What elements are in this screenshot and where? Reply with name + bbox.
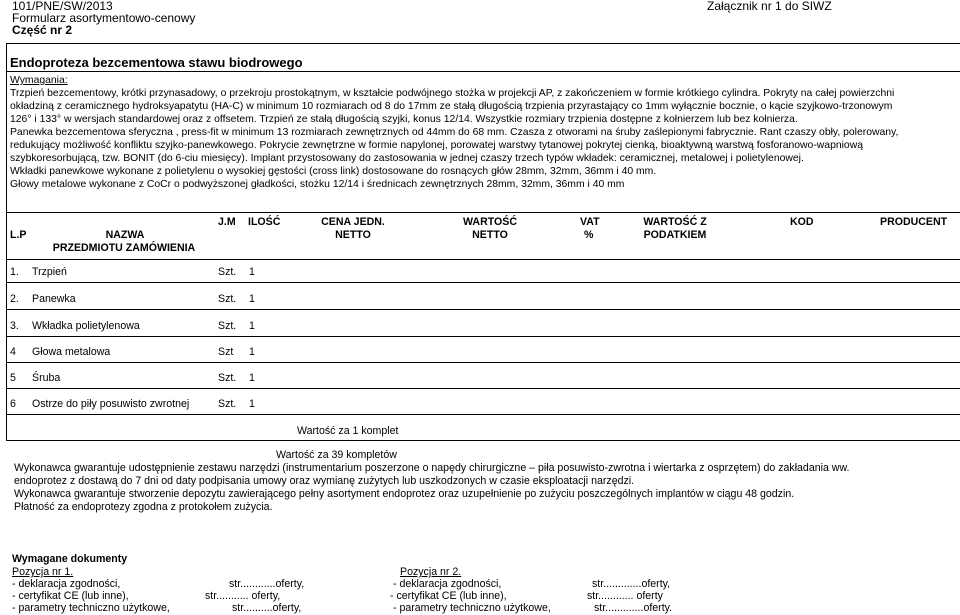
column-header-net-value: WARTOŚĆ bbox=[463, 216, 517, 228]
column-header-code: KOD bbox=[790, 216, 814, 228]
row-lp: 1. bbox=[10, 266, 19, 278]
summary-one-set: Wartość za 1 komplet bbox=[297, 425, 399, 437]
note-line: Płatność za endoprotezy zgodna z protokołem zużycia. bbox=[14, 501, 273, 513]
row-quantity: 1 bbox=[249, 346, 255, 358]
row-lp: 5 bbox=[10, 372, 16, 384]
row-quantity: 1 bbox=[249, 293, 255, 305]
position-2-heading: Pozycja nr 2. bbox=[400, 566, 462, 578]
document-page-ref: str........... oferty, bbox=[205, 590, 281, 602]
column-header-qty: ILOŚĆ bbox=[248, 216, 281, 228]
row-item-name: Głowa metalowa bbox=[32, 346, 111, 358]
annex-label: Załącznik nr 1 do SIWZ bbox=[707, 0, 832, 13]
note-line: Wykonawca gwarantuje udostępnienie zestawu narzędzi (instrumentarium poszerzone o napędy chirurgiczne – piła posuwisto-zwrotna i wiertarka z osprzętem) do zakładania ww. bbox=[14, 462, 850, 474]
documents-title: Wymagane dokumenty bbox=[12, 553, 128, 565]
column-header-vat: VAT bbox=[580, 216, 600, 228]
column-header-net-value-2: NETTO bbox=[472, 229, 508, 241]
column-header-gross-value: WARTOŚĆ Z bbox=[643, 216, 707, 228]
requirement-line: Trzpień bezcementowy, krótki przynasadowy, o przekroju prostokątnym, w kształcie podwójnego stożka w projekcji AP, z zakończeniem w formie krótkiego cylindra. Pokryty na całej powierzchni bbox=[10, 88, 895, 99]
column-header-gross-value-2: PODATKIEM bbox=[643, 229, 707, 241]
row-unit: Szt bbox=[218, 346, 234, 358]
row-unit: Szt. bbox=[218, 372, 237, 384]
row-quantity: 1 bbox=[249, 320, 255, 332]
row-item-name: Panewka bbox=[32, 293, 76, 305]
note-line: endoprotez z dostawą do 7 dni od daty podpisania umowy oraz wymianę zużytych lub uszkodzonych w czasie eksploatacji narzędzi. bbox=[14, 475, 635, 487]
document-page-ref: str.............oferty, bbox=[592, 578, 671, 590]
row-unit: Szt. bbox=[218, 293, 237, 305]
row-unit: Szt. bbox=[218, 398, 237, 410]
row-quantity: 1 bbox=[249, 372, 255, 384]
column-header-name: NAZWA bbox=[105, 229, 145, 241]
row-unit: Szt. bbox=[218, 266, 237, 278]
row-lp: 6 bbox=[10, 398, 16, 410]
requirement-line: Wkładki panewkowe wykonane z polietylenu o wysokiej gęstości (cross link) dostosowane do rosnących głów 28mm, 32mm, 36mm i 40 mm. bbox=[10, 166, 657, 177]
column-header-jm: J.M bbox=[218, 216, 236, 228]
row-item-name: Ostrze do piły posuwisto zwrotnej bbox=[32, 398, 190, 410]
form-title: Formularz asortymentowo-cenowy bbox=[12, 11, 196, 25]
document-page-ref: str..........oferty, bbox=[232, 602, 302, 614]
column-header-unit-price: CENA JEDN. bbox=[321, 216, 385, 228]
row-lp: 2. bbox=[10, 293, 19, 305]
column-header-producer: PRODUCENT bbox=[880, 216, 948, 228]
position-1-heading: Pozycja nr 1. bbox=[12, 566, 74, 578]
column-header-vat-2: % bbox=[584, 229, 594, 241]
document-label: - deklaracja zgodności, bbox=[393, 578, 502, 590]
requirement-line: Głowy metalowe wykonane z CoCr o podwyższonej gładkości, stożku 12/14 i średnicach zewnętrznych 28mm, 32mm, 36mm i 40 mm bbox=[10, 179, 625, 190]
document-page-ref: str.............oferty. bbox=[594, 602, 673, 614]
requirements-label: Wymagania: bbox=[10, 75, 68, 86]
note-line: Wykonawca gwarantuje stworzenie depozytu zawierającego pełny asortyment endoprotez oraz uzupełnienie po zużyciu poszczególnych implantów w ciągu 48 godzin. bbox=[14, 488, 795, 500]
document-label: - certyfikat CE (lub inne), bbox=[390, 590, 507, 602]
row-item-name: Wkładka polietylenowa bbox=[32, 320, 140, 332]
document-reference: 101/PNE/SW/2013 bbox=[12, 0, 113, 13]
requirement-line: Panewka bezcementowa sferyczna , press-fit w minimum 13 rozmiarach zewnętrznych od 44mm do 68 mm. Czasza z otworami na śruby zaślepionymi fabrycznie. Rant czaszy obły, polerowany, bbox=[10, 127, 899, 138]
column-header-unit-price-2: NETTO bbox=[335, 229, 371, 241]
summary-39-sets: Wartość za 39 kompletów bbox=[276, 449, 397, 461]
document-label: - deklaracja zgodności, bbox=[12, 578, 121, 590]
row-item-name: Trzpień bbox=[32, 266, 67, 278]
requirement-line: szybkoresorbującą, tzw. BONIT (do 6-ciu miesięcy). Implant przystosowany do zastosowania w jednej czaszy trzech typów wkładek: ceramicznej, metalowej i polietylenowej. bbox=[10, 153, 804, 164]
row-quantity: 1 bbox=[249, 398, 255, 410]
row-lp: 3. bbox=[10, 320, 19, 332]
column-header-name-2: PRZEDMIOTU ZAMÓWIENIA bbox=[52, 242, 196, 254]
row-quantity: 1 bbox=[249, 266, 255, 278]
column-header-lp: L.P bbox=[10, 229, 27, 241]
row-lp: 4 bbox=[10, 346, 16, 358]
part-number: Część nr 2 bbox=[12, 23, 73, 37]
row-unit: Szt. bbox=[218, 320, 237, 332]
document-page-ref: str............ oferty bbox=[587, 590, 663, 602]
section-title: Endoproteza bezcementowa stawu biodrowego bbox=[10, 55, 303, 70]
document-label: - parametry techniczno użytkowe, bbox=[393, 602, 551, 614]
requirement-line: redukujący możliwość konfliktu szyjko-panewkowego. Pokrycie zewnętrzne w formie napylonej, porowatej warstwy tytanowej pokrytej cienką, bioaktywną warstwą fosforanowo-wapniową bbox=[10, 140, 863, 151]
document-page-ref: str............oferty, bbox=[229, 578, 305, 590]
document-label: - parametry techniczno użytkowe, bbox=[12, 602, 170, 614]
document-label: - certyfikat CE (lub inne), bbox=[12, 590, 129, 602]
row-item-name: Śruba bbox=[32, 372, 61, 384]
requirement-line: 126° i 133° w wersjach standardowej oraz z offsetem. Trzpień ze stałą długością szyjki, konus 12/14. Wszystkie rozmiary trzpienia dostępne z kołnierzem lub bez kołnierza. bbox=[10, 114, 798, 125]
requirement-line: okładziną z ceramicznego hydroksyapatytu (HA-C) w minimum 10 rozmiarach od 8 do 17mm ze stałą długością trzpienia przyrastający co 1mm wyłącznie bocznie, o kącie szyjkowo-trzonowym bbox=[10, 101, 893, 112]
